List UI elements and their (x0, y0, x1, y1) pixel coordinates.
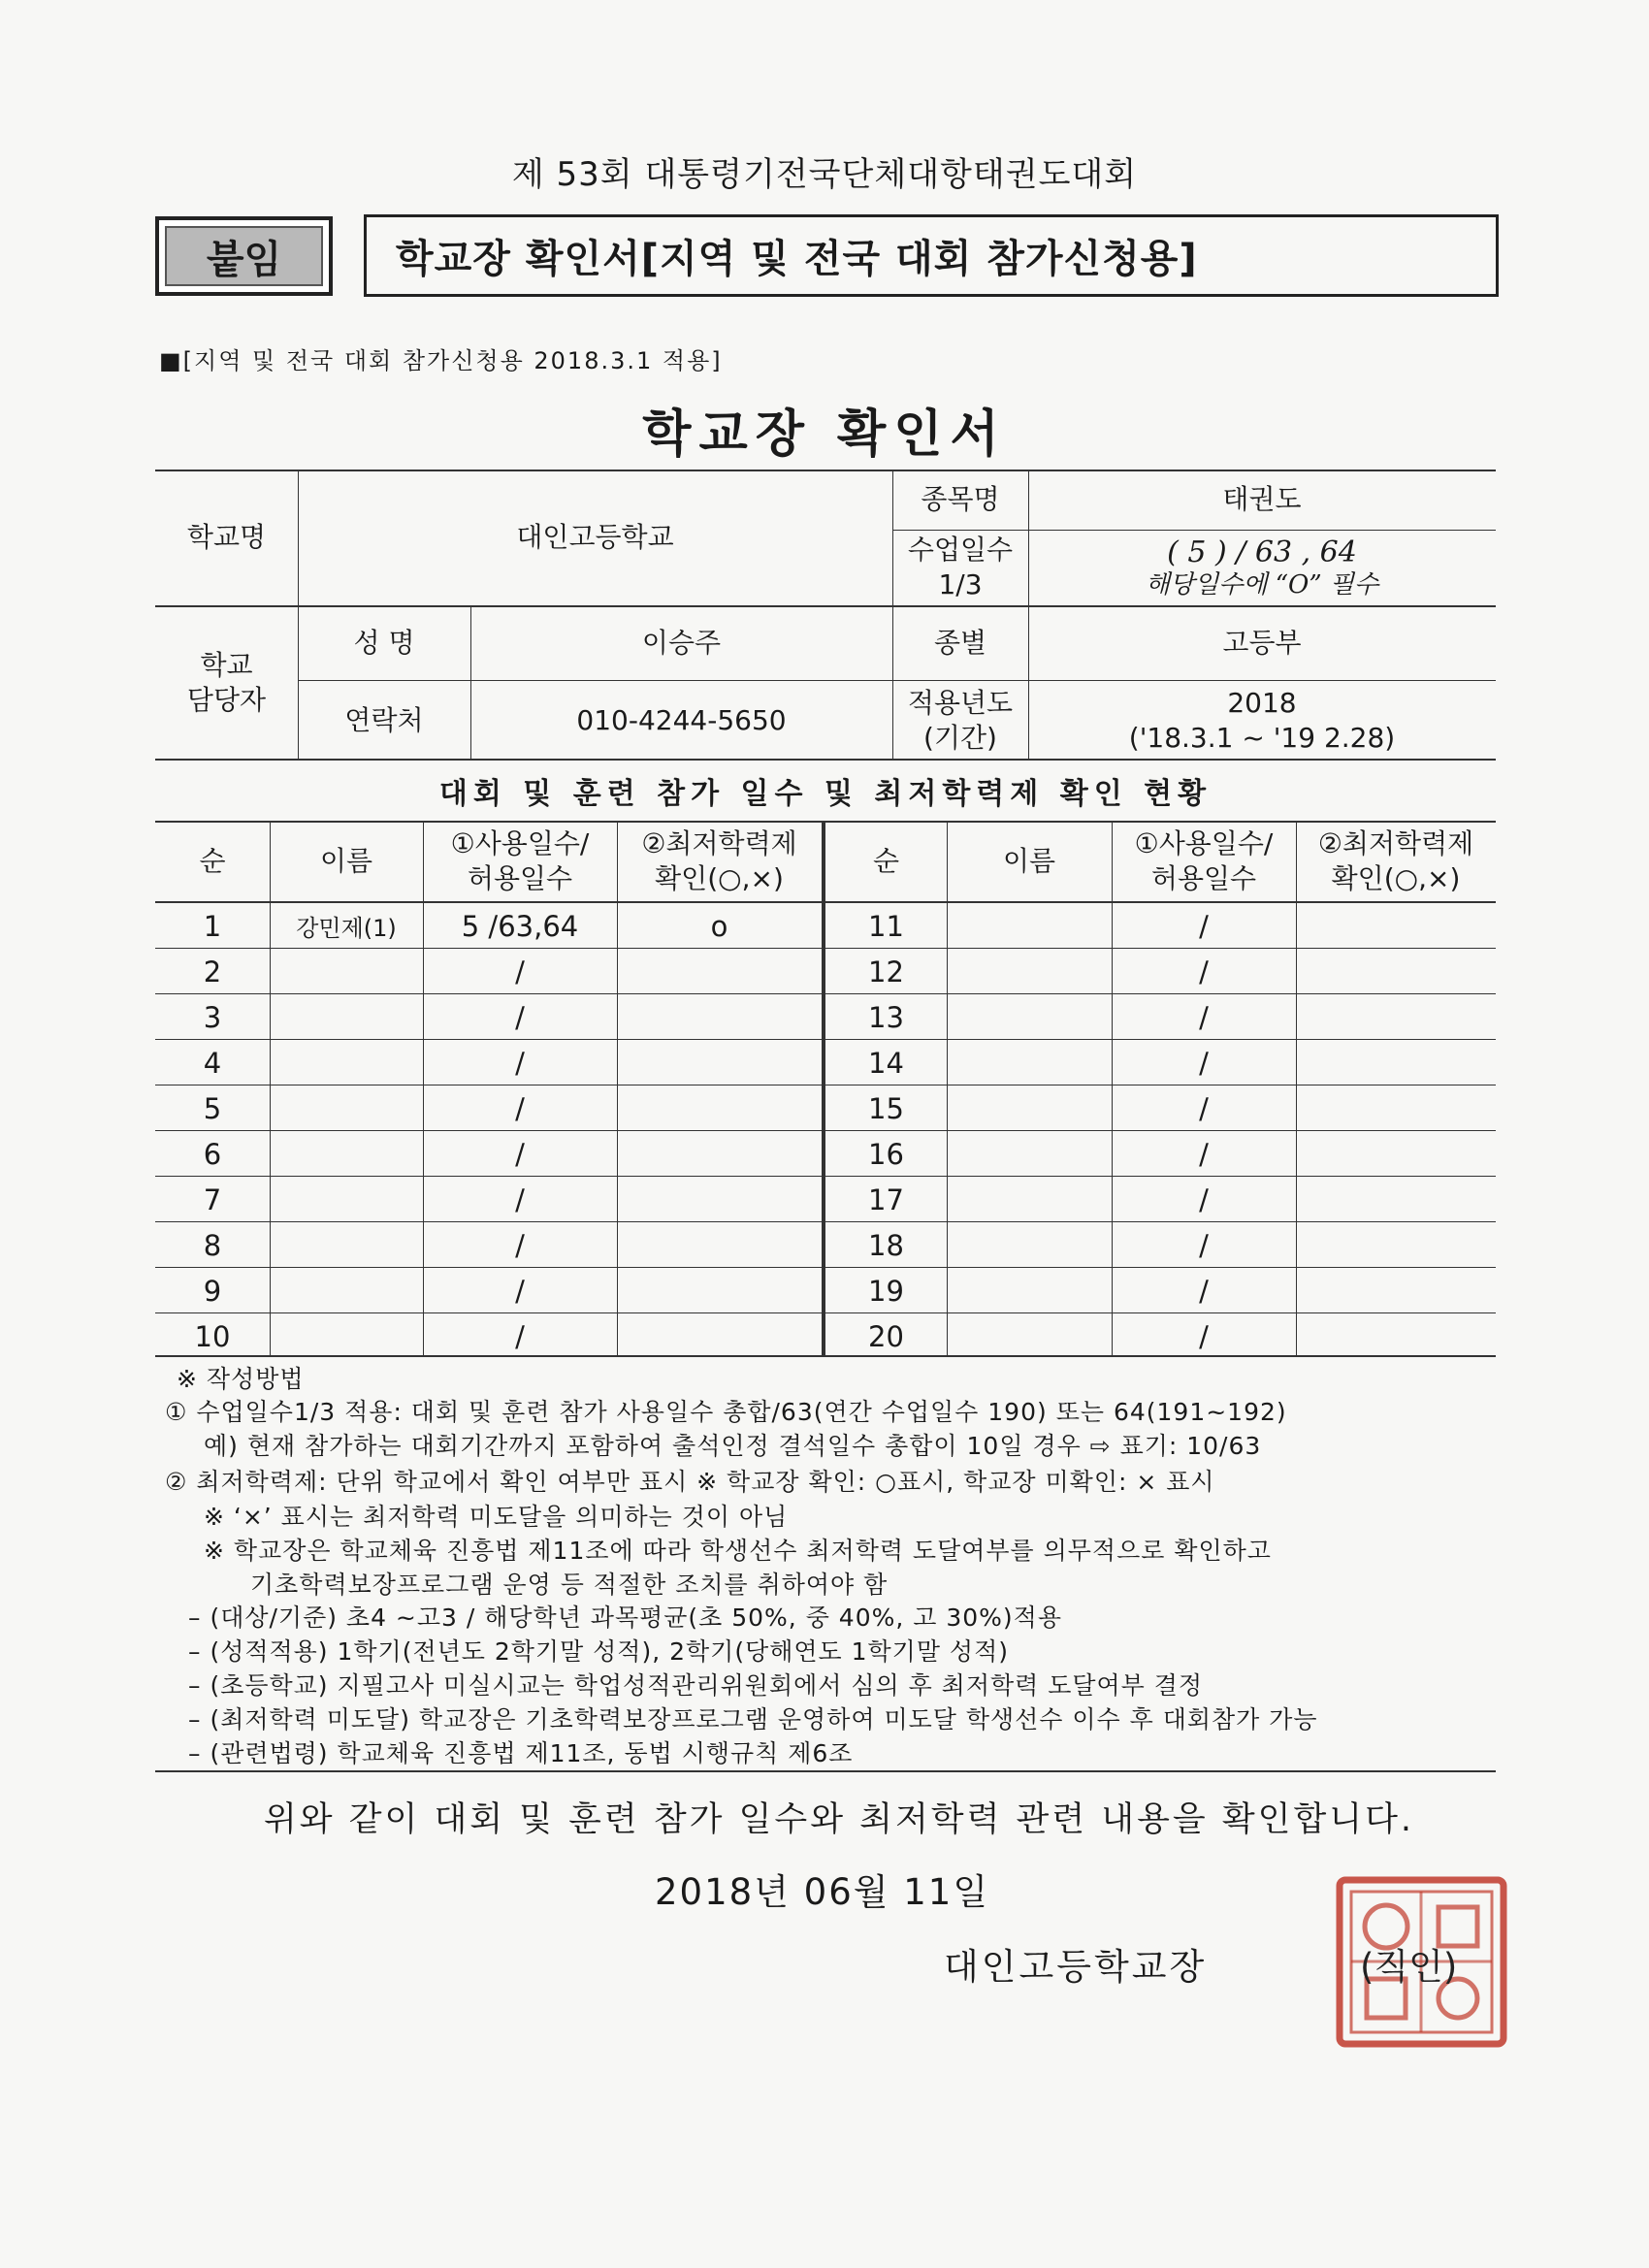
left-row-2-no: 2 (203, 955, 222, 988)
year-label (892, 680, 1028, 761)
left-row-10-name (270, 1313, 423, 1359)
header-days-line1: ①사용일수/ (1134, 826, 1274, 859)
right-row-2-no: 12 (868, 955, 904, 988)
note-item: ※ 학교장은 학교체육 진흥법 제11조에 따라 학생선수 최저학력 도달여부를 의무적으로 확인하고 (204, 1537, 1272, 1565)
class-days-label-line1: 수업일수 (907, 534, 1014, 566)
left-row-4-no: 4 (203, 1046, 222, 1080)
notes-bottom-rule (155, 1770, 1496, 1772)
right-row-5-no: 15 (868, 1091, 904, 1125)
left-row-3-name (270, 994, 423, 1040)
header-no-left: 순 (199, 844, 226, 877)
section-title: 대회 및 훈련 참가 일수 및 최저학력제 확인 현황 (438, 777, 1212, 811)
note-item: – (성적적용) 1학기(전년도 2학기말 성적), 2학기(당해연도 1학기말 성적) (188, 1637, 1009, 1666)
header-check-line1: ②최저학력제 (1317, 826, 1474, 859)
header-check-line1: ②최저학력제 (641, 826, 797, 859)
right-row-8-check (1296, 1222, 1496, 1268)
note-item: ① 수업일수1/3 적용: 대회 및 훈련 참가 사용일수 총합/63(연간 수업일수 190) 또는 64(191~192) (165, 1398, 1287, 1426)
left-row-5-name (270, 1085, 423, 1131)
year-value-line1: 2018 (1227, 686, 1297, 719)
right-row-6-check (1296, 1131, 1496, 1177)
right-row-5-check (1296, 1085, 1496, 1131)
right-row-1-check (1296, 903, 1496, 949)
right-row-4-days: / (1199, 1046, 1209, 1080)
left-row-6-no: 6 (203, 1137, 222, 1171)
principal-title: 대인고등학교장 (944, 1946, 1208, 1988)
left-row-9-name (270, 1268, 423, 1313)
right-row-3-days: / (1199, 1000, 1209, 1034)
school-info-table (155, 470, 1496, 761)
left-row-1-check: o (710, 909, 728, 943)
contact-label: 연락처 (344, 703, 424, 736)
header-name-left: 이름 (319, 844, 373, 877)
left-row-9-days: / (515, 1274, 525, 1308)
right-row-8-days: / (1199, 1228, 1209, 1262)
left-row-9-no: 9 (203, 1274, 222, 1308)
contact-value: 010-4244-5650 (576, 703, 787, 736)
right-row-3-name (947, 994, 1112, 1040)
left-row-3-check (617, 994, 822, 1040)
header-no-right: 순 (872, 844, 900, 877)
right-row-8-name (947, 1222, 1112, 1268)
school-name-label: 학교명 (186, 521, 267, 553)
class-days-label-line2: 1/3 (938, 568, 983, 600)
left-row-8-name (270, 1222, 423, 1268)
left-row-3-days: / (515, 1000, 525, 1034)
note-item: 기초학력보장프로그램 운영 등 적절한 조치를 취하여야 함 (250, 1571, 889, 1599)
participation-table (155, 821, 1496, 1357)
left-row-6-days: / (515, 1137, 525, 1171)
header-days-line2: 허용일수 (1150, 861, 1257, 894)
right-row-1-days: / (1199, 909, 1209, 943)
right-row-2-check (1296, 949, 1496, 994)
left-row-1-days: 5 /63,64 (461, 909, 579, 943)
manager-label (155, 605, 298, 761)
header-check-right (1296, 821, 1496, 901)
right-row-10-name (947, 1313, 1112, 1359)
right-row-6-no: 16 (868, 1137, 904, 1171)
header-name-right: 이름 (1002, 844, 1056, 877)
notes-heading: ※ 작성방법 (177, 1365, 305, 1393)
left-row-7-check (617, 1177, 822, 1222)
left-row-10-days: / (515, 1319, 525, 1353)
left-row-7-days: / (515, 1183, 525, 1216)
right-row-10-no: 20 (868, 1319, 904, 1353)
class-days-fraction: ( 5 ) / 63 , 64 (1167, 535, 1357, 569)
left-row-4-name (270, 1040, 423, 1085)
left-row-2-name (270, 949, 423, 994)
right-row-7-no: 17 (868, 1183, 904, 1216)
class-days-note: 해당일수에 “O” 필수 (1145, 570, 1379, 599)
year-label-line1: 적용년도 (907, 686, 1014, 719)
left-row-1-no: 1 (203, 909, 222, 943)
left-row-2-check (617, 949, 822, 994)
right-row-9-check (1296, 1268, 1496, 1313)
confirmation-statement: 위와 같이 대회 및 훈련 참가 일수와 최저학력 관련 내용을 확인합니다. (263, 1800, 1415, 1839)
manager-label-line1: 학교 (200, 649, 253, 681)
note-item: 예) 현재 참가하는 대회기간까지 포함하여 출석인정 결석일수 총합이 10일 경우 ⇨ 표기: 10/63 (204, 1432, 1262, 1460)
event-title: 제 53회 대통령기전국단체대항태권도대회 (511, 155, 1138, 194)
note-item: – (관련법령) 학교체육 진흥법 제11조, 동법 시행규칙 제6조 (188, 1739, 854, 1767)
right-row-4-name (947, 1040, 1112, 1085)
right-row-4-no: 14 (868, 1046, 904, 1080)
left-row-6-check (617, 1131, 822, 1177)
left-row-4-days: / (515, 1046, 525, 1080)
manager-label-line2: 담당자 (186, 684, 267, 716)
seal-label: (직인) (1360, 1946, 1458, 1988)
school-name-value: 대인고등학교 (516, 521, 674, 553)
right-row-7-days: / (1199, 1183, 1209, 1216)
year-value-line2: ('18.3.1 ~ '19 2.28) (1128, 721, 1396, 754)
person-name-label: 성 명 (353, 626, 415, 659)
header-check-line2: 확인(○,×) (1331, 861, 1461, 894)
left-row-5-days: / (515, 1091, 525, 1125)
category-value: 고등부 (1222, 626, 1302, 659)
left-row-1-name: 강민제(1) (296, 915, 397, 942)
header-days-right (1112, 821, 1296, 901)
note-item: – (최저학력 미도달) 학교장은 기초학력보장프로그램 운영하여 미도달 학생선수 이수 후 대회참가 가능 (188, 1705, 1318, 1733)
signature-date: 2018년 06월 11일 (655, 1871, 990, 1913)
sport-value: 태권도 (1222, 483, 1302, 515)
header-days-line1: ①사용일수/ (450, 826, 590, 859)
right-row-5-days: / (1199, 1091, 1209, 1125)
year-value (1028, 680, 1496, 761)
right-row-1-no: 11 (868, 909, 904, 943)
left-row-2-days: / (515, 955, 525, 988)
left-row-9-check (617, 1268, 822, 1313)
right-row-10-check (1296, 1313, 1496, 1359)
left-row-6-name (270, 1131, 423, 1177)
left-row-7-name (270, 1177, 423, 1222)
right-row-9-days: / (1199, 1274, 1209, 1308)
header-days-line2: 허용일수 (467, 861, 573, 894)
note-item: – (대상/기준) 초4 ~고3 / 해당학년 과목평균(초 50%, 중 40%, 고 30%)적용 (188, 1604, 1062, 1632)
right-row-9-no: 19 (868, 1274, 904, 1308)
note-item: – (초등학교) 지필고사 미실시교는 학업성적관리위원회에서 심의 후 최저학력 도달여부 결정 (188, 1671, 1204, 1700)
left-row-4-check (617, 1040, 822, 1085)
category-label: 종별 (933, 626, 987, 659)
person-name-value: 이승주 (641, 626, 722, 659)
right-row-2-name (947, 949, 1112, 994)
left-row-10-no: 10 (194, 1319, 231, 1353)
left-row-7-no: 7 (203, 1183, 222, 1216)
left-row-10-check (617, 1313, 822, 1359)
left-row-3-no: 3 (203, 1000, 222, 1034)
year-label-line2: (기간) (923, 721, 997, 754)
left-row-5-no: 5 (203, 1091, 222, 1125)
right-row-9-name (947, 1268, 1112, 1313)
left-row-5-check (617, 1085, 822, 1131)
right-row-1-name (947, 903, 1112, 949)
header-check-line2: 확인(○,×) (655, 861, 784, 894)
attachment-tag-label: 붙임 (165, 226, 323, 286)
right-row-2-days: / (1199, 955, 1209, 988)
right-row-6-name (947, 1131, 1112, 1177)
left-row-8-check (617, 1222, 822, 1268)
class-days-label (892, 530, 1028, 605)
class-days-value (1028, 530, 1496, 605)
left-row-8-no: 8 (203, 1228, 222, 1262)
right-row-3-check (1296, 994, 1496, 1040)
header-check-left (617, 821, 822, 901)
main-title: 학교장 확인서 (642, 405, 1007, 464)
note-item: ※ ‘×’ 표시는 최저학력 미도달을 의미하는 것이 아님 (204, 1503, 789, 1531)
note-item: ② 최저학력제: 단위 학교에서 확인 여부만 표시 ※ 학교장 확인: ○표시, 학교장 미확인: × 표시 (165, 1468, 1215, 1496)
right-row-3-no: 13 (868, 1000, 904, 1034)
application-note: ■[지역 및 전국 대회 참가신청용 2018.3.1 적용] (159, 347, 723, 374)
right-row-4-check (1296, 1040, 1496, 1085)
right-row-10-days: / (1199, 1319, 1209, 1353)
right-row-5-name (947, 1085, 1112, 1131)
header-days-left (423, 821, 617, 901)
header-title: 학교장 확인서[지역 및 전국 대회 참가신청용] (364, 214, 1499, 297)
right-row-8-no: 18 (868, 1228, 904, 1262)
right-row-7-check (1296, 1177, 1496, 1222)
left-row-8-days: / (515, 1228, 525, 1262)
sport-label: 종목명 (921, 483, 1000, 515)
right-row-7-name (947, 1177, 1112, 1222)
attachment-tag (155, 216, 333, 296)
right-row-6-days: / (1199, 1137, 1209, 1171)
